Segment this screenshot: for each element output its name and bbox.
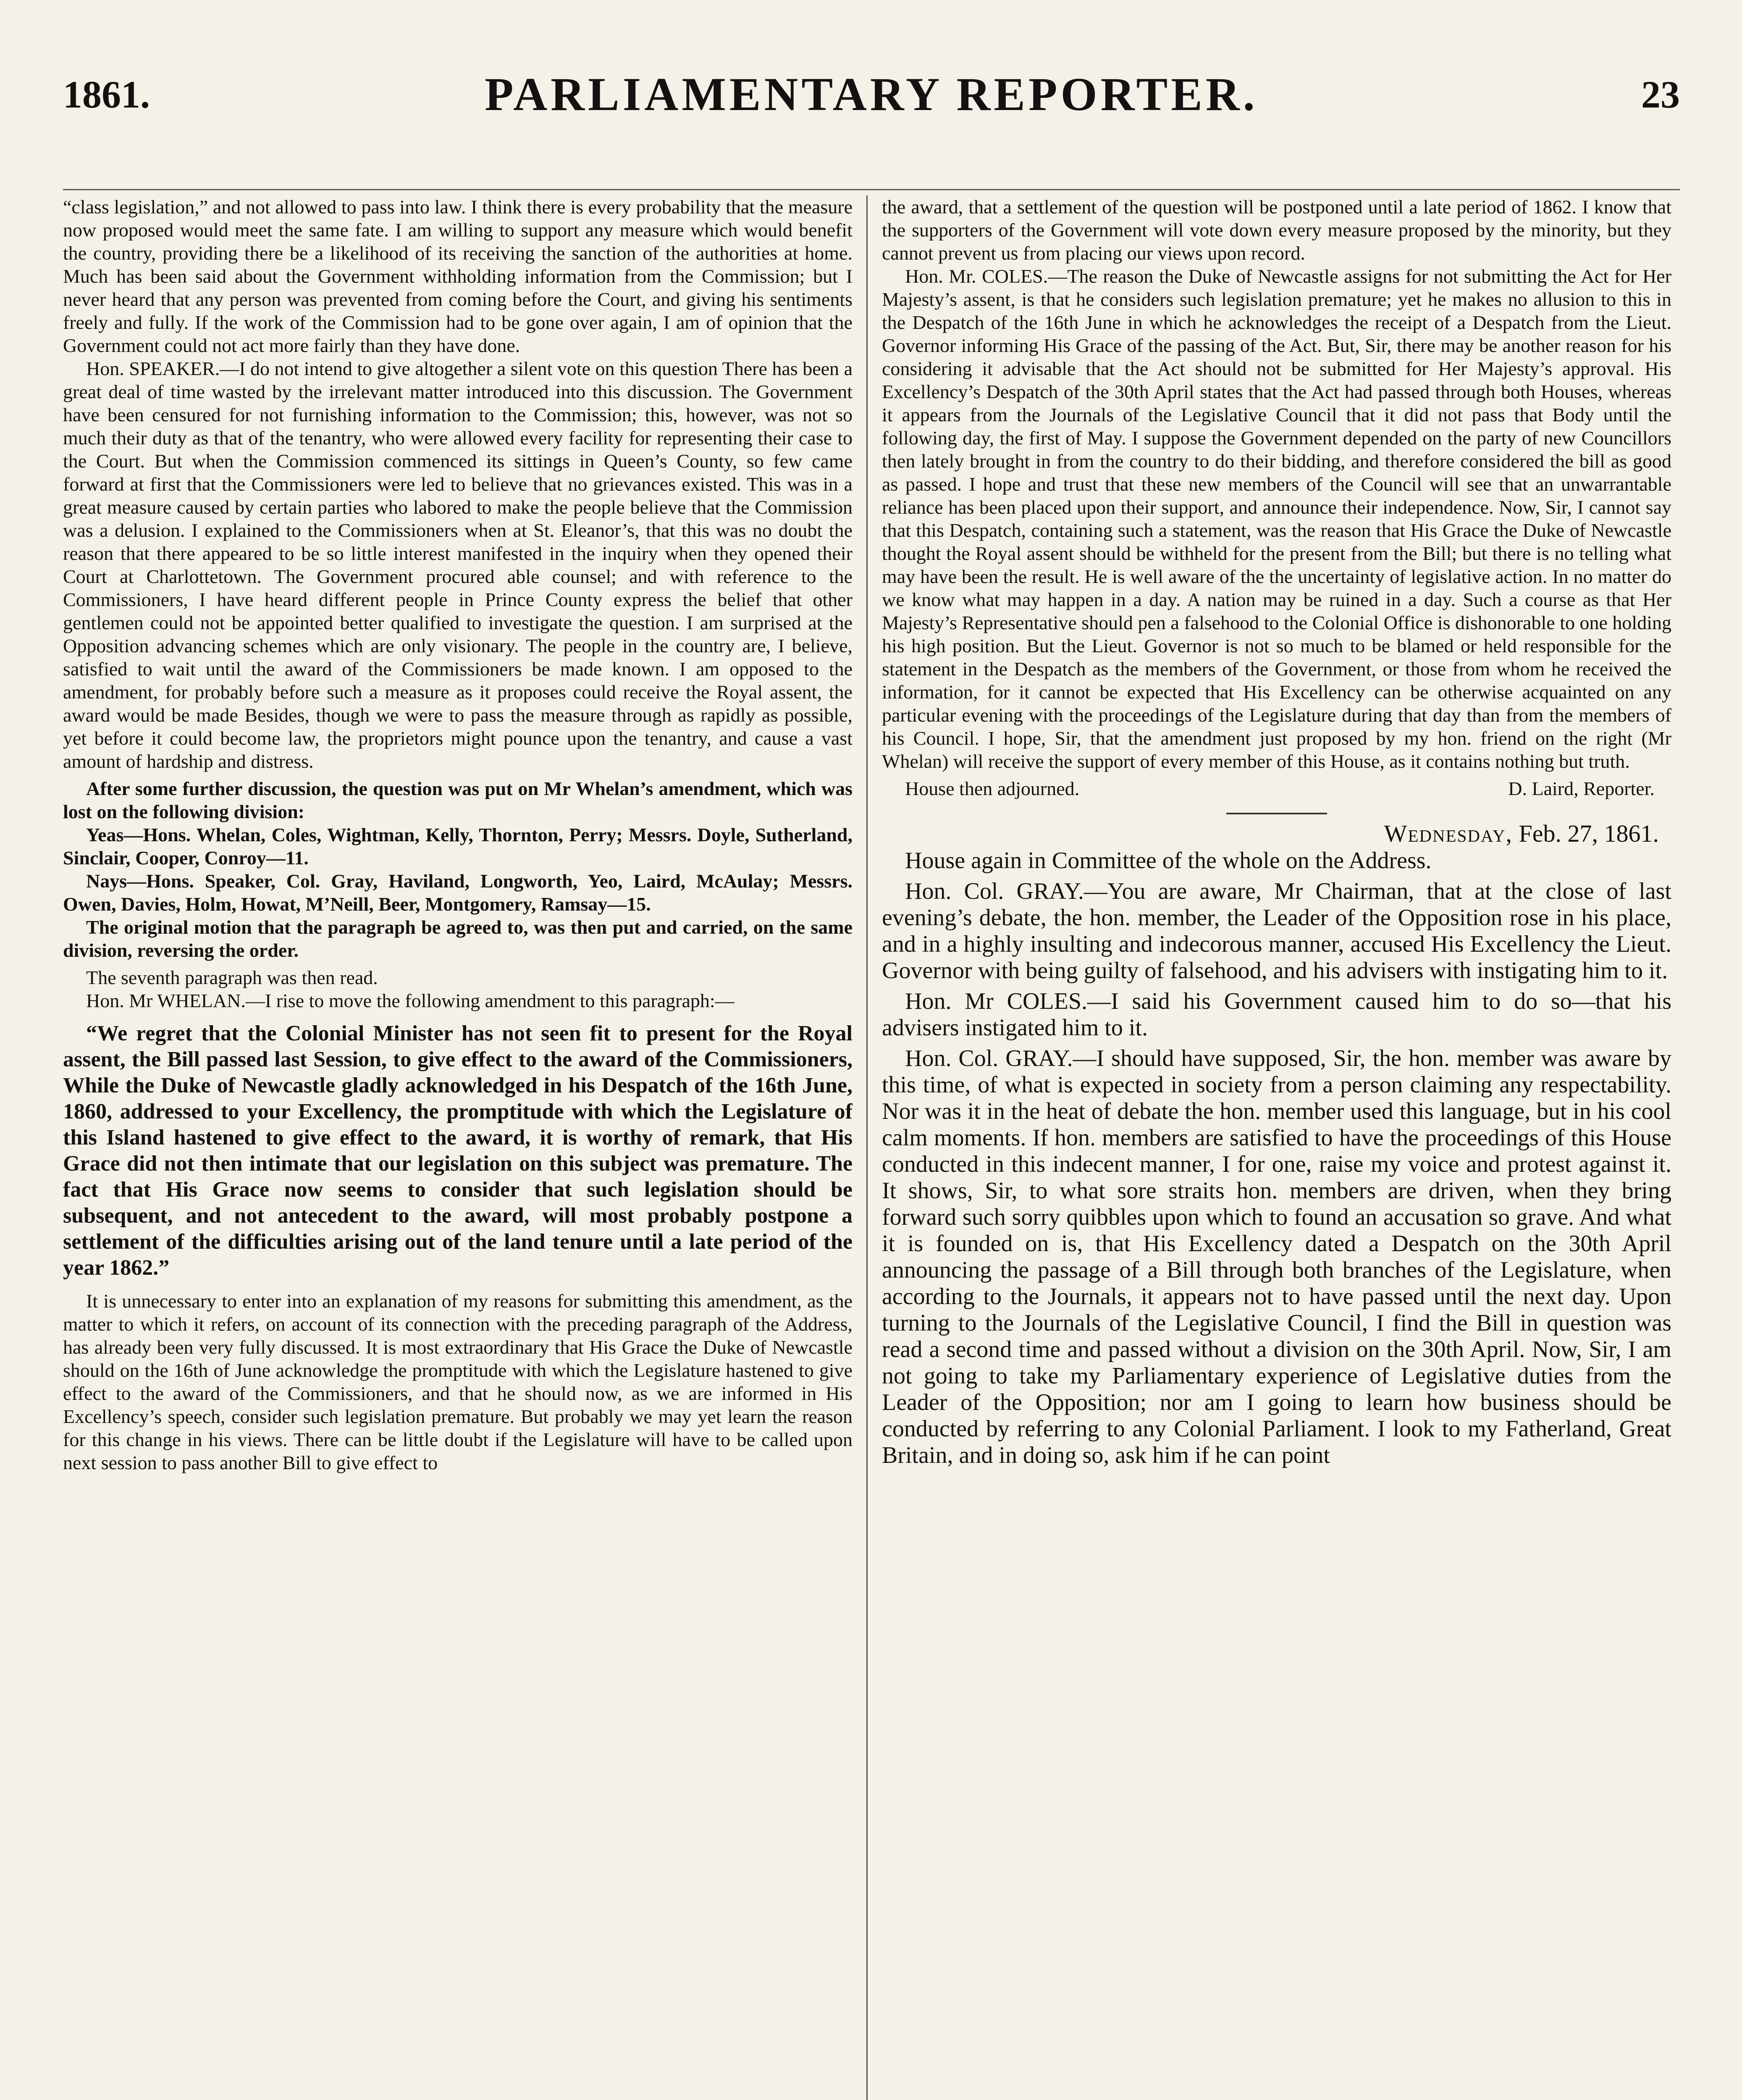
right-paragraph-coles: Hon. Mr. COLES.—The reason the Duke of Newcastle assigns for not submitting the Act for Her Majesty’s assent, is that he considers such legislation premature; yet he makes no allusion to this in the Despatch of the 16th June in which he acknowledges the receipt of a Despatch from the Lieut. Governor informing His Grace of the passing of the Act. But, Sir, there may be another reason for his considering it advisable that the Act should not be submitted for Her Majesty’s approval. His Excellency’s Despatch of the 30th April states that the Act had passed through both Houses, whereas it appears from the Journals of the Legislative Council that it did not pass that Body until the following day, the first of May. I suppose the Government depended on the party of new Councillors then lately brought in from the country to do their bidding, and therefore considered the bill as good as passed. I hope and trust that these new members of the Council will see that an unwarrantable reliance has been placed upon their support, and announce their independence. Now, Sir, I cannot say that this Despatch, containing such a statement, was the reason that His Grace the Duke of Newcastle thought the Royal assent should be withheld for the present from the Bill; but there is no telling what may have been the result. He is well aware of the the uncertainty of legislative action. In no matter do we know what may happen in a day. A nation may be ruined in a day. Such a course as that Her Majesty’s Representative should pen a falsehood to the Colonial Office is dishonorable to one holding his high position. But the Lieut. Governor is not so much to be blamed or held responsible for the statement in the Despatch as the members of the Government, or those from whom he received the information, for it cannot be expected that His Excellency can be otherwise acquainted on any particular evening with the proceedings of the Legislature during that day than from the members of his Council. I hope, Sir, that the amendment just proposed by my hon. friend on the right (Mr Whelan) will receive the support of every member of this House, as it contains nothing but truth. [882,265,1671,772]
right-paragraph-gray-1: Hon. Col. GRAY.—You are aware, Mr Chairman, that at the close of last evening’s debate, the hon. member, the Leader of the Opposition rose in his place, and in a highly insulting and indecorous manner, accused His Excellency the Lieut. Governor with being guilty of falsehood, and his advisers with instigating him to it. [882,878,1671,984]
left-paragraph-speaker: Hon. SPEAKER.—I do not intend to give altogether a silent vote on this question There has been a great deal of time wasted by the irrelevant matter introduced into this discussion. The Government have been censured for not furnishing information to the Commission; this, however, was not so much their duty as that of the tenantry, who were allowed every facility for representing their case to the Court. But when the Commission commenced its sittings in Queen’s County, so few came forward at first that the Commissioners were led to believe that no grievances existed. This was in a great measure caused by certain parties who labored to make the people believe that the Commission was a delusion. I explained to the Commissioners when at St. Eleanor’s, that this was no doubt the reason that there appeared to be so little interest manifested in the inquiry when they opened their Court at Charlottetown. The Government procured able counsel; and with reference to the Commissioners, I have heard different people in Prince County express the belief that other gentlemen could not be appointed better qualified to investigate the question. I am surprised at the Opposition advancing schemes which are only visionary. The people in the country are, I believe, satisfied to wait until the award of the Commissioners be made known. I am opposed to the amendment, for probably before such a measure as it proposes could receive the Royal assent, the award would be made Besides, though we were to pass the measure through as rapidly as possible, yet before it could become law, the proprietors might pounce upon the tenantry, and cause a vast amount of hardship and distress. [63,358,853,772]
right-column [882,195,1671,2100]
left-paragraph-1: “class legislation,” and not allowed to pass into law. I think there is every probability that the measure now proposed would meet the same fate. I am willing to support any measure which would benefit the country, providing there be a likelihood of its receiving the sanction of the authorities at home. Much has been said about the Government withholding information from the Commission; but I never heard that any person was prevented from coming before the Court, and giving his sentiments freely and fully. If the work of the Commission had to be gone over again, I am of opinion that the Government could not act more fairly than they have done. [63,196,853,356]
right-paragraph-coles-2: Hon. Mr COLES.—I said his Government caused him to do so—that his advisers instigated him to it. [882,988,1671,1041]
left-column [63,195,853,2100]
reporter-signature: D. Laird, Reporter. [1508,778,1655,799]
header-year: 1861. [63,73,150,116]
left-paragraph-yeas: Yeas—Hons. Whelan, Coles, Wightman, Kelly, Thornton, Perry; Messrs. Doyle, Sutherland, Sinclair, Cooper, Conroy—11. [63,824,853,869]
page-header [63,63,1680,126]
left-paragraph-reasons: It is unnecessary to enter into an explanation of my reasons for submitting this amendment, as the matter to which it refers, on account of its connection with the preceding paragraph of the Address, has already been very fully discussed. It is most extraordinary that His Grace the Duke of Newcastle should on the 16th of June acknowledge the promptitude with which the Legislature hastened to give effect to the award of the Commissioners, and that he should now, as we are informed in His Excellency’s speech, consider such legislation premature. But probably we may yet learn the reason for this change in his views. There can be little doubt if the Legislature will have to be called upon next session to pass another Bill to give effect to [63,1290,853,1473]
adjourned-text: House then adjourned. [905,778,1080,799]
session-date-rest: Feb. 27, 1861. [1513,820,1659,847]
left-paragraph-seventh: The seventh paragraph was then read. [86,967,378,988]
left-amendment-quote: “We regret that the Colonial Minister has not seen fit to present for the Royal assent, the Bill passed last Session, to give effect to the award of the Commissioners, While the Duke of Newcastle gladly acknowledged in his Despatch of the 16th June, 1860, addressed to your Excellency, the promptitude with which the Legislature of this Island hastened to give effect to the award, it is worthy of remark, that His Grace did not then intimate that our legislation on this subject was premature. The fact that His Grace now seems to consider that such legislation should be subsequent, and not antecedent to the award, will most probably postpone a settlement of the difficulties arising out of the land tenure until a late period of the year 1862.” [63,1021,853,1280]
left-paragraph-whelan: Hon. Mr WHELAN.—I rise to move the following amendment to this paragraph:— [86,990,735,1011]
left-paragraph-original-motion: The original motion that the paragraph be agreed to, was then put and carried, on the same division, reversing the order. [63,916,853,961]
right-paragraph-committee: House again in Committee of the whole on the Address. [905,848,1432,874]
adjournment-line [882,777,1671,800]
session-date [882,822,1671,845]
right-paragraph-gray-2: Hon. Col. GRAY.—I should have supposed, Sir, the hon. member was aware by this time, of what is expected in society from a person claiming any respectability. Nor was it in the heat of debate the hon. member used this language, but in his cool calm moments. If hon. members are satisfied to have the proceedings of this House conducted in this indecent manner, I for one, raise my voice and protest against it. It shows, Sir, to what sore straits hon. members are driven, when they bring forward such sorry quibbles upon which to found an accusation so grave. And what it is founded on is, that His Excellency dated a Despatch on the 30th April announcing the passage of a Bill through both branches of the Legislature, when according to the Journals, it appears not to have passed until the next day. Upon turning to the Journals of the Legislative Council, I find the Bill in question was read a second time and passed without a division on the 30th April. Now, Sir, I am not going to take my Parliamentary experience of Legislative duties from the Leader of the Opposition; nor am I going to learn how business should be conducted by referring to any Colonial Parliament. I look to my Fatherland, Great Britain, and in doing so, ask him if he can point [882,1045,1671,1468]
right-paragraph-1: the award, that a settlement of the question will be postponed until a late period of 1862. I know that the supporters of the Government will vote down every measure proposed by the minority, but they cannot prevent us from placing our views upon record. [882,196,1671,264]
session-date-day: Wednesday, [1384,820,1513,847]
column-divider [866,195,868,2100]
section-divider [1226,813,1327,814]
left-paragraph-nays: Nays—Hons. Speaker, Col. Gray, Haviland, Longworth, Yeo, Laird, McAulay; Messrs. Owen, Davies, Holm, Howat, M’Neill, Beer, Montgomery, Ramsay—15. [63,870,853,915]
header-title: PARLIAMENTARY REPORTER. [485,68,1258,121]
header-rule [63,189,1680,190]
left-paragraph-division: After some further discussion, the question was put on Mr Whelan’s amendment, which was lost on the following division: [63,778,853,822]
header-page-number: 23 [1641,73,1680,116]
